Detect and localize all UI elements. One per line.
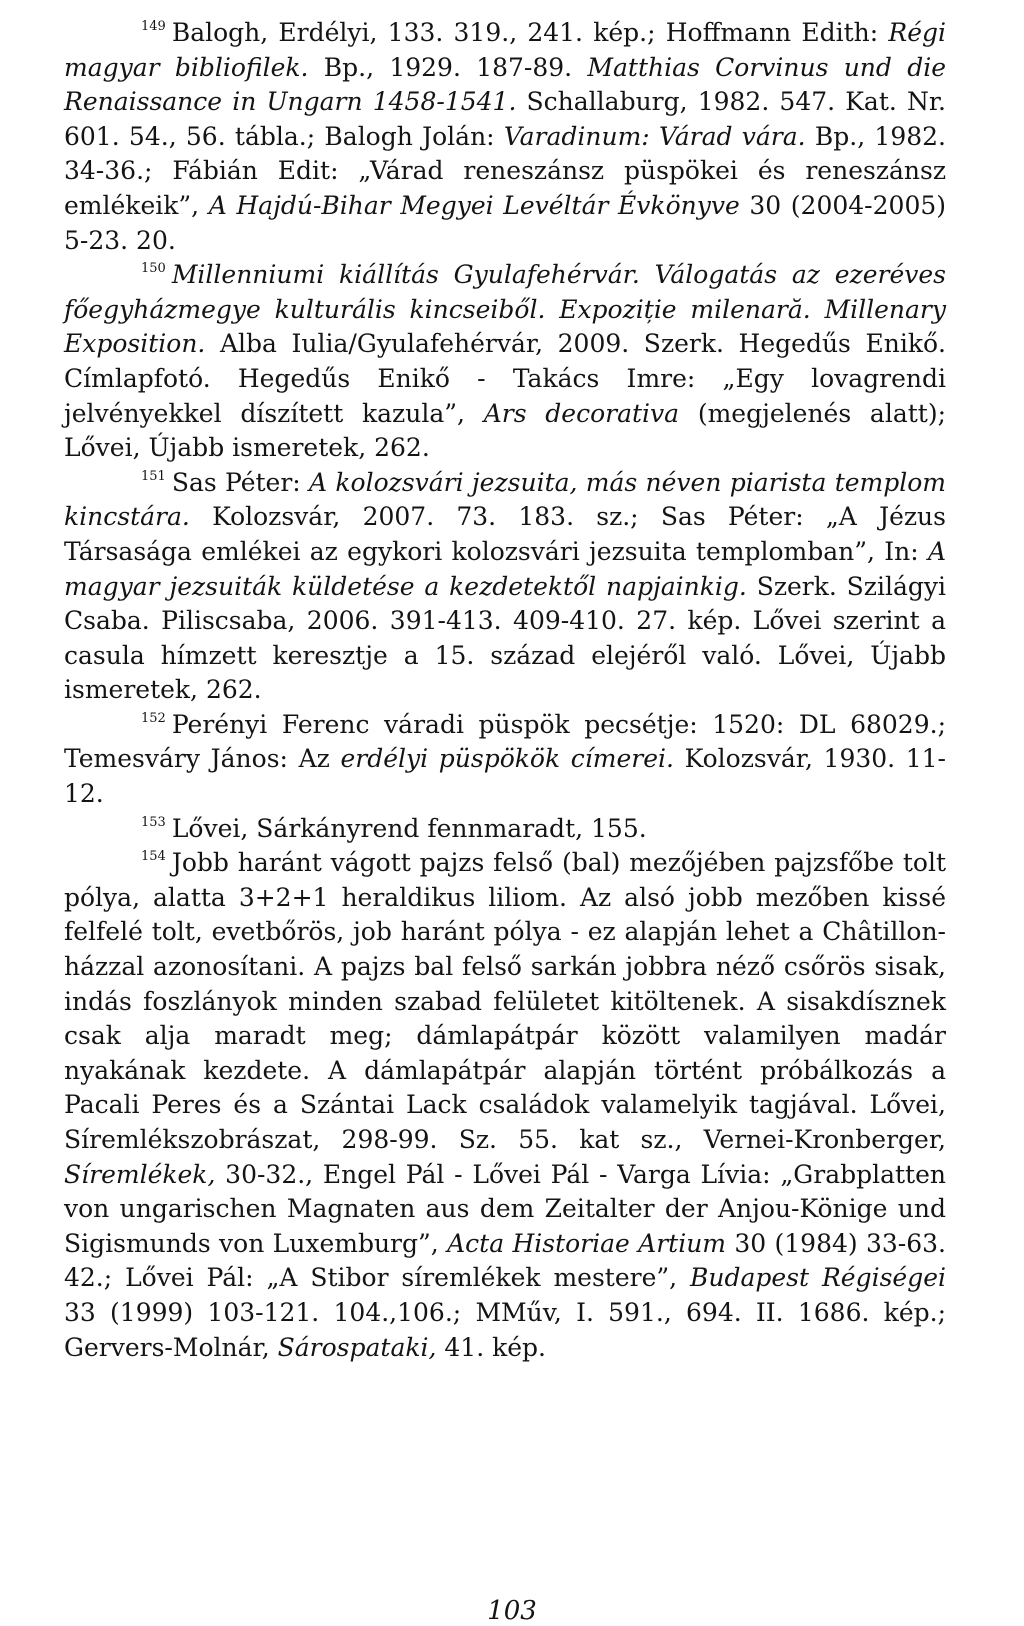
footnote-text: Lővei, Sárkányrend fennmaradt, 155. [171, 813, 647, 843]
footnote-title-text: Millenniumi kiállítás Gyulafehérvár. Válogatás az ezeréves főegyházmegye kulturális kincseiből. Expoziție milenară. Millenary Exposition. [64, 260, 946, 359]
footnote-title-text: A magyar jezsuiták küldetése a kezdetektől napjainkig. [64, 536, 946, 601]
page-number: 103 [487, 1596, 537, 1626]
footnote-text: Kolozsvár, 2007. 73. 183. sz.; Sas Péter: „A Jézus Társasága emlékei az egykori kolozsvári jezsuita templomban”, In: [64, 502, 946, 566]
footnote-title-text: Budapest Régiségei [690, 1263, 946, 1293]
footnote-title-text: A Hajdú-Bihar Megyei Levéltár Évkönyve [208, 190, 740, 220]
footnote-number: 152 [141, 710, 166, 726]
footnote-title-text: Sárospataki, [277, 1332, 437, 1362]
footnote-title-text: Régi magyar bibliofilek. [64, 18, 946, 82]
footnote-text: Jobb haránt vágott pajzs felső (bal) mezőjében pajzsfőbe tolt pólya, alatta 3+2+1 heraldikus liliom. Az alsó jobb mezőben kissé felfelé tolt, evetbőrös, job haránt pólya - ez alapján lehet a Châtillon-házzal azonosítani. A pajzs bal felső sarkán jobbra néző csőrös sisak, indás foszlányok minden szabad felületet kitöltenek. A sisakdísznek csak alja maradt meg; dámlapátpár között valamilyen madár nyakának kezdete. A dámlapátpár alapján történt próbálkozás a Pacali Peres és a Szántai Lack családok valamelyik tagjával. Lővei, Síremlékszobrászat, 298-99. Sz. 55. kat sz., Vernei-Kronberger, [64, 848, 946, 1154]
footnote-text: 33 (1999) 103-121. 104.,106.; MMűv, I. 591., 694. II. 1686. kép.; Gervers-Molnár, [64, 1297, 946, 1362]
footnote-title-text: Ars decorativa [483, 398, 680, 428]
footnote-text: (megjelenés alatt); Lővei, Újabb ismeretek, 262. [64, 398, 946, 463]
footnote-text: 30-32., Engel Pál - Lővei Pál - Varga Lívia: „Grabplatten von ungarischen Magnaten aus dem Zeitalter der Anjou-Könige und Sigismunds von Luxemburg”, [64, 1159, 946, 1258]
footnote-title-text: Varadinum: Várad vára. [503, 121, 806, 151]
footnote-number: 153 [141, 814, 166, 830]
footnote-text: 41. kép. [436, 1332, 546, 1362]
footnote-number: 154 [141, 849, 166, 865]
footnote-154 [64, 846, 946, 1365]
footnotes-block [64, 16, 946, 1365]
footnote-text: Perényi Ferenc váradi püspök pecsétje: 1520: DL 68029.; Temesváry János: Az [64, 709, 946, 774]
footnote-text: Sas Péter: [171, 467, 310, 497]
footnote-text: Bp., 1929. 187-89. [308, 52, 588, 82]
footnote-text: Kolozsvár, 1930. 11-12. [64, 744, 947, 809]
footnote-text: 30 (2004-2005) 5-23. 20. [64, 190, 947, 255]
footnote-text: Alba Iulia/Gyulafehérvár, 2009. Szerk. Hegedűs Enikő. Címlapfotó. Hegedűs Enikő - Takács Imre: „Egy lovagrendi jelvényekkel díszített kazula”, [64, 329, 946, 428]
footnote-150 [64, 258, 946, 466]
footnote-text: Szerk. Szilágyi Csaba. Piliscsaba, 2006. 391-413. 409-410. 27. kép. Lővei szerint a casula hímzett keresztje a 15. század elejéről való. Lővei, Újabb ismeretek, 262. [64, 571, 946, 705]
footnote-text: Bp., 1982. 34-36.; Fábián Edit: „Várad reneszánsz püspökei és reneszánsz emlékeik”, [64, 121, 946, 220]
footnote-title-text: Acta Historiae Artium [447, 1228, 727, 1258]
footnote-number: 151 [141, 468, 166, 484]
footnote-text: Schallaburg, 1982. 547. Kat. Nr. 601. 54., 56. tábla.; Balogh Jolán: [64, 87, 946, 151]
footnote-number: 150 [141, 261, 166, 277]
footnote-title-text: Síremlékek, [64, 1159, 216, 1189]
footnote-152 [64, 708, 946, 812]
footnote-number: 149 [141, 19, 166, 34]
footnote-title-text: erdélyi püspökök címerei. [340, 744, 674, 774]
footnote-149 [64, 16, 946, 258]
footnote-text: 30 (1984) 33-63. 42.; Lővei Pál: „A Stibor síremlékek mestere”, [64, 1228, 946, 1293]
footnote-text: Balogh, Erdélyi, 133. 319., 241. kép.; Hoffmann Edith: [171, 18, 889, 47]
footnote-title-text: Matthias Corvinus und die Renaissance in Ungarn 1458-1541. [64, 52, 946, 117]
footnote-151 [64, 466, 946, 708]
footnote-153 [64, 812, 946, 847]
footnote-title-text: A kolozsvári jezsuita, más néven piarista templom kincstára. [64, 467, 947, 532]
